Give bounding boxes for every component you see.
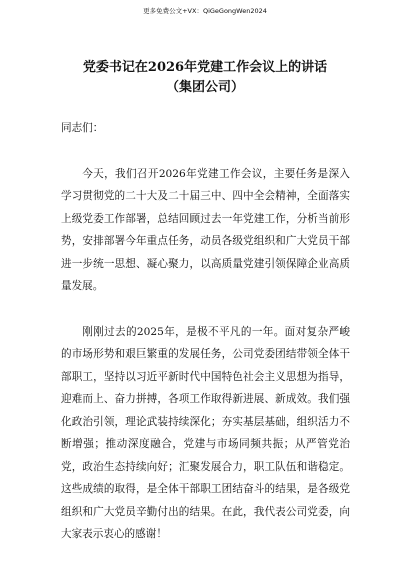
document-body bbox=[61, 117, 350, 546]
page-header-note: 更多免费公文+VX：QiGeGongWen2024 bbox=[143, 7, 267, 15]
paragraph-opening: 今天，我们召开2026年党建工作会议，主要任务是深入学习贯彻党的二十大及二十届三中、四中全会精神，全面落实上级党委工作部署，总结回顾过去一年党建工作，分析当前形势，安排部署今年重点任务，动员各级党组织和广大党员干部进一步统一思想、凝心聚力，以高质量党建引领保障企业高质量发展。 bbox=[61, 167, 350, 292]
paragraph-spacer bbox=[61, 298, 350, 321]
paragraph-review: 刚刚过去的2025年，是极不平凡的一年。面对复杂严峻的市场形势和艰巨繁重的发展任务，公司党委团结带领全体干部职工，坚持以习近平新时代中国特色社会主义思想为指导，迎难而上、奋力拼搏，各项工作取得新进展、新成效。我们强化政治引领，理论武装持续深化；夯实基层基础，组织活力不断增强；推动深度融合，党建与市场同频共振；从严管党治党，政治生态持续向好；汇聚发展合力，职工队伍和谐稳定。这些成绩的取得，是全体干部职工团结奋斗的结果，是各级党组织和广大党员辛勤付出的结果。在此，我代表公司党委，向大家表示衷心的感谢！ bbox=[61, 325, 350, 540]
salutation: 同志们： bbox=[61, 122, 104, 134]
paragraph-spacer bbox=[61, 140, 350, 163]
document-title: 党委书记在2026年党建工作会议上的讲话 bbox=[82, 60, 328, 75]
document-subtitle: （集团公司） bbox=[165, 80, 244, 95]
